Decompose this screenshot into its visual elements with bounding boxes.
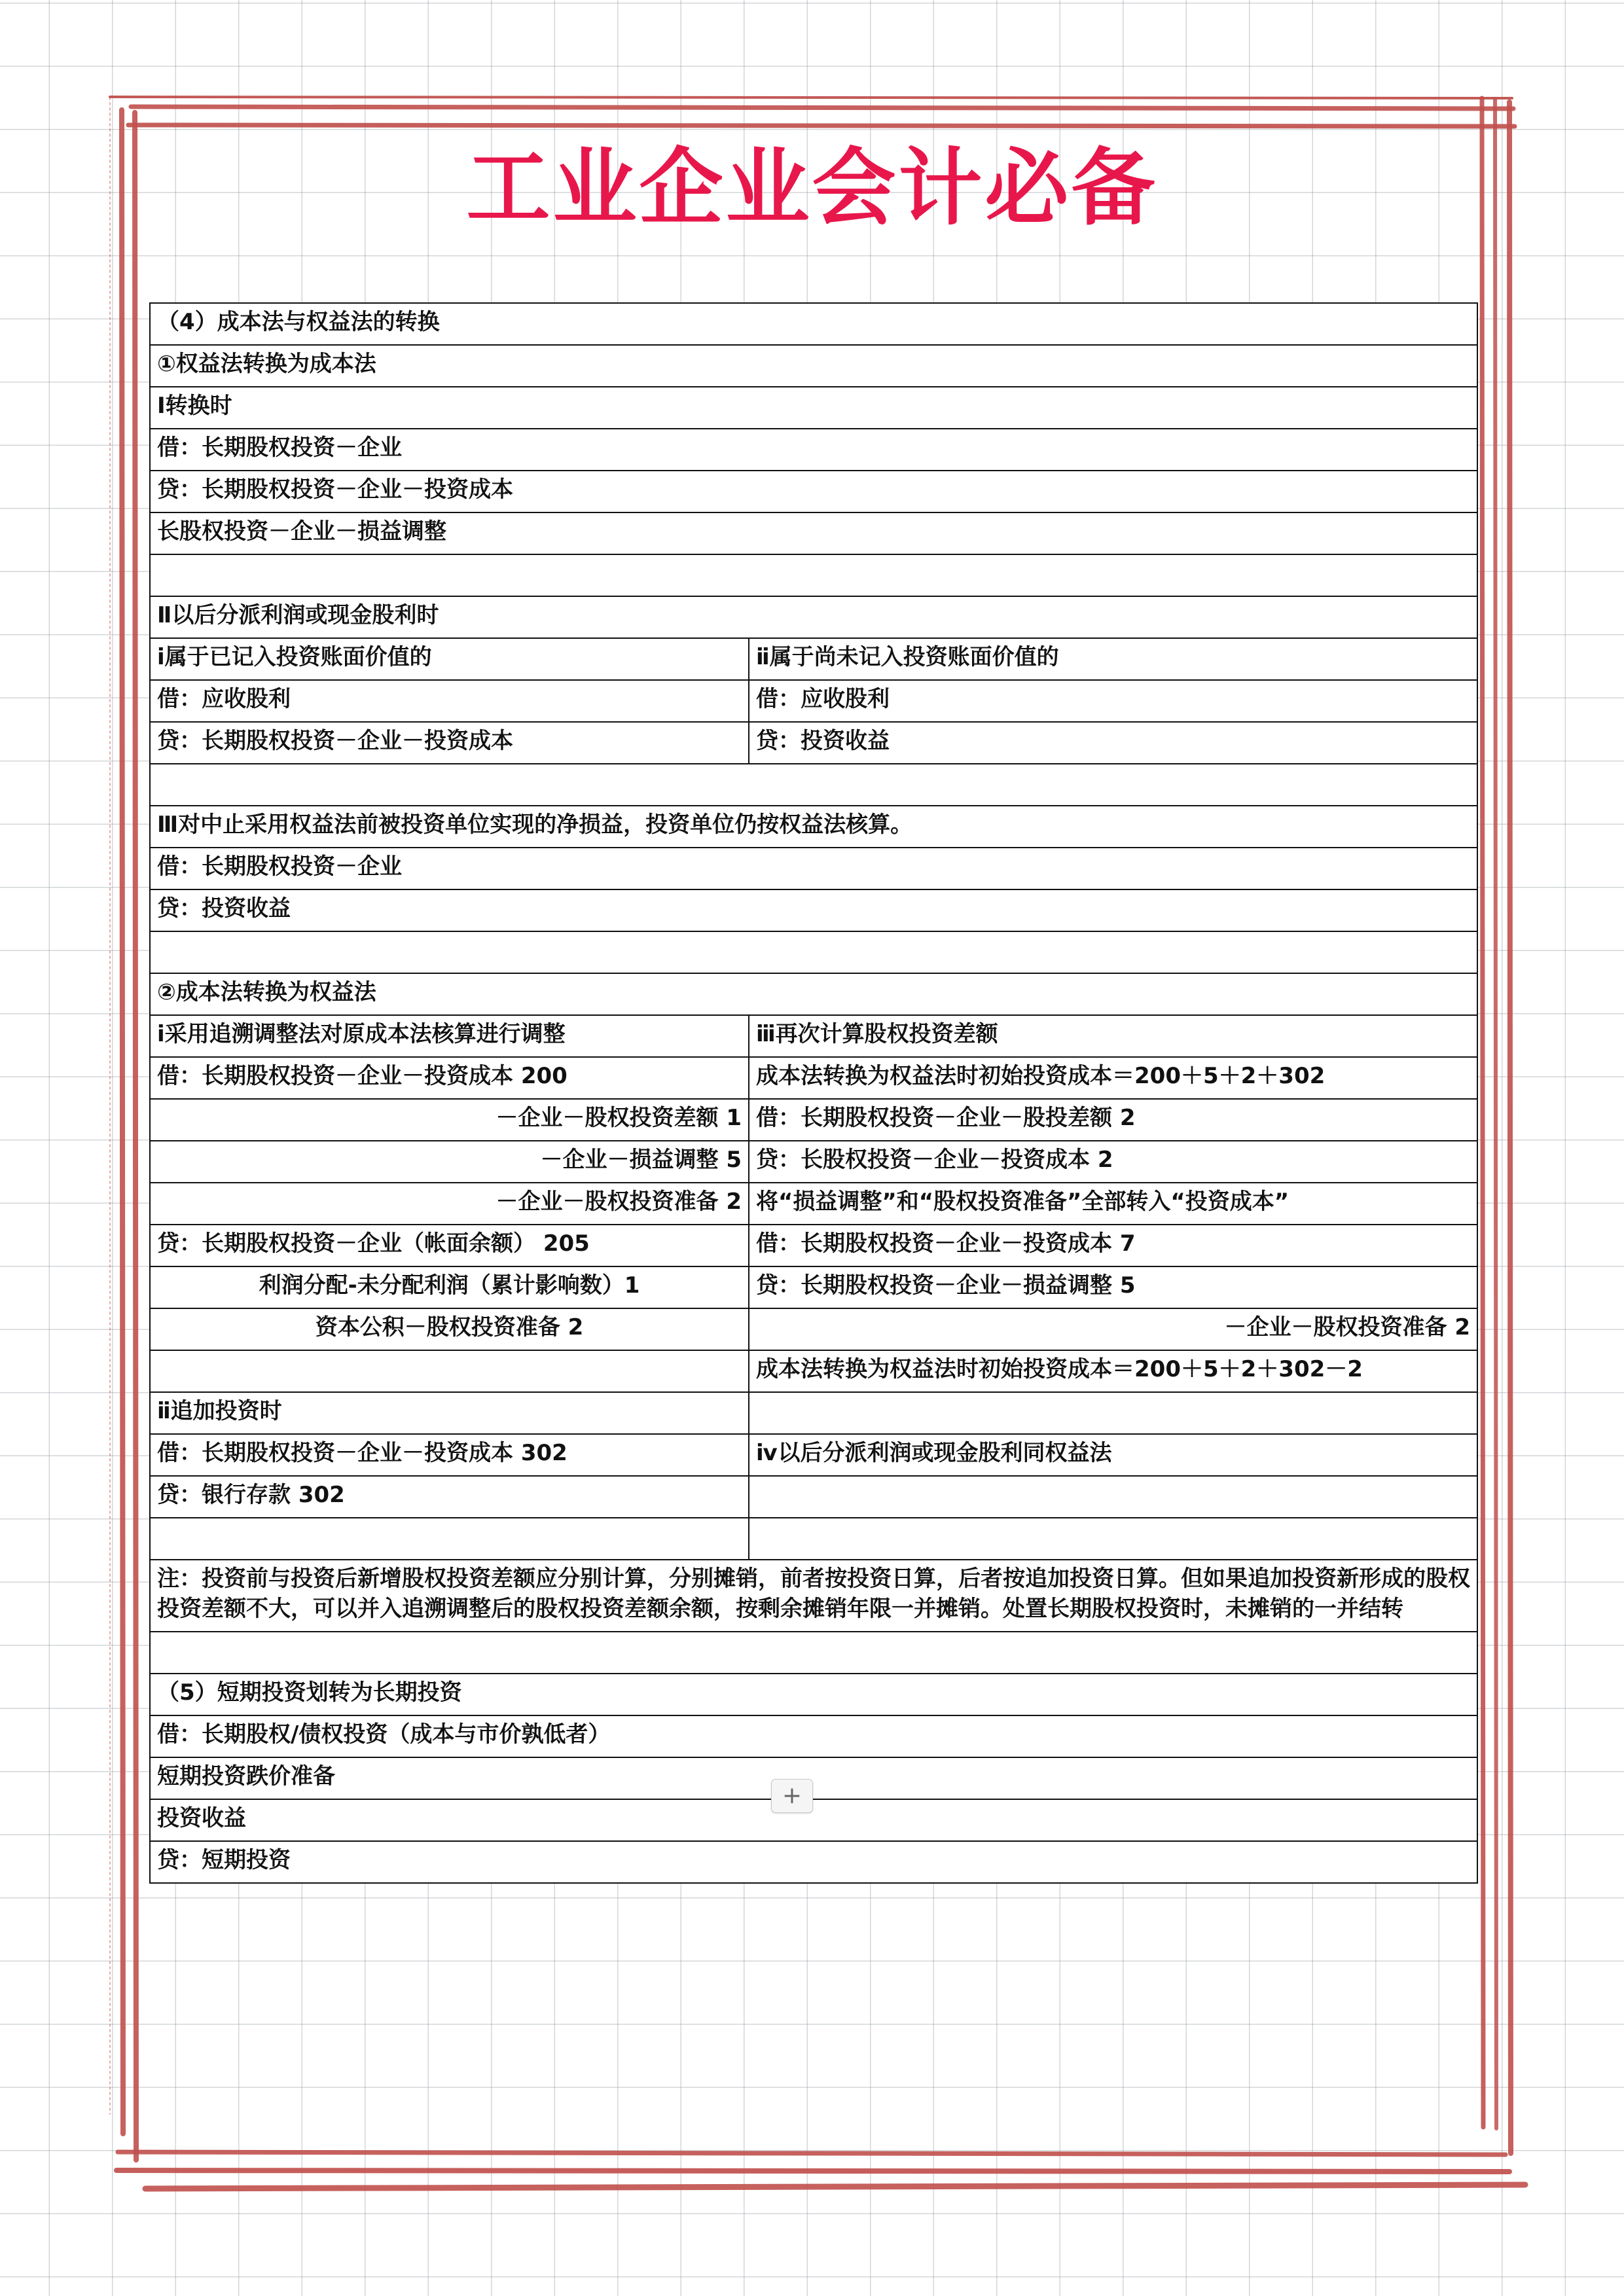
spacer-cell [150, 1518, 749, 1560]
table-row [150, 1799, 1477, 1841]
table-row [150, 1225, 1477, 1266]
table-row [150, 1266, 1477, 1308]
table-row [150, 596, 1477, 638]
table-row [150, 680, 1477, 722]
table-row [150, 1715, 1477, 1757]
entry-line: 贷：投资收益 [150, 889, 1477, 931]
table-row [150, 303, 1477, 345]
entry-line: 借：长期股权投资－企业 [150, 848, 1477, 889]
subsection-ii-heading: ⅱ追加投资时 [150, 1392, 749, 1434]
page-title [0, 136, 1624, 241]
transfer-note: 将“损益调整”和“股权投资准备”全部转入“投资成本” [749, 1183, 1477, 1225]
table-row [150, 429, 1477, 471]
table-row [150, 554, 1477, 596]
table-row [150, 1015, 1477, 1057]
spacer-cell [749, 1476, 1477, 1518]
entry-line: 借：长期股权/债权投资（成本与市价孰低者） [150, 1715, 1477, 1757]
entry-line: －企业－股权投资准备 2 [749, 1308, 1477, 1350]
table-row [150, 1476, 1477, 1518]
entry-line: 借：应收股利 [150, 680, 749, 722]
entry-line: 短期投资跌价准备 [150, 1757, 1477, 1799]
spacer-row [150, 1632, 1477, 1674]
spacer-cell [749, 1518, 1477, 1560]
table-row [150, 387, 1477, 429]
table-row [150, 638, 1477, 680]
section-4-1-II-heading: Ⅱ以后分派利润或现金股利时 [150, 596, 1477, 638]
entry-line: 利润分配-未分配利润（累计影响数）1 [150, 1266, 749, 1308]
entry-line: 借：长期股权投资－企业－股投差额 2 [749, 1099, 1477, 1141]
table-row [150, 722, 1477, 764]
spacer-row [150, 764, 1477, 806]
table-row [150, 1841, 1477, 1883]
table-row [150, 1757, 1477, 1799]
spacer-row [150, 554, 1477, 596]
subsection-ii-heading: ⅱ属于尚未记入投资账面价值的 [749, 638, 1477, 680]
plus-icon: + [782, 1782, 803, 1809]
section-4-1-heading: ①权益法转换为成本法 [150, 345, 1477, 387]
entry-line: 贷：长期股权投资－企业（帐面余额） 205 [150, 1225, 749, 1266]
entry-line: －企业－股权投资差额 1 [150, 1099, 749, 1141]
spacer-cell [150, 1350, 749, 1392]
section-4-heading: （4）成本法与权益法的转换 [150, 303, 1477, 345]
table-row [150, 1560, 1477, 1632]
section-4-2-heading: ②成本法转换为权益法 [150, 973, 1477, 1015]
entry-line: 贷：投资收益 [749, 722, 1477, 764]
note-paragraph: 注：投资前与投资后新增股权投资差额应分别计算，分别摊销，前者按投资日算，后者按追加投资日算。但如果追加投资新形成的股权投资差额不大，可以并入追溯调整后的股权投资差额余额，按剩余摊销年限一并摊销。处置长期股权投资时，未摊销的一并结转 [150, 1560, 1477, 1632]
entry-line: 借：长期股权投资－企业－投资成本 200 [150, 1057, 749, 1099]
accounting-notes-table [149, 302, 1478, 1884]
entry-line: 长股权投资－企业－损益调整 [150, 512, 1477, 554]
table-row [150, 764, 1477, 806]
table-row [150, 512, 1477, 554]
spacer-cell [749, 1392, 1477, 1434]
entry-line: 贷：长期股权投资－企业－投资成本 [150, 722, 749, 764]
spacer-row [150, 931, 1477, 973]
table-row [150, 931, 1477, 973]
table-row [150, 1308, 1477, 1350]
calc-line: 成本法转换为权益法时初始投资成本＝200＋5＋2＋302 [749, 1057, 1477, 1099]
section-5-heading: （5）短期投资划转为长期投资 [150, 1674, 1477, 1715]
entry-line: 借：应收股利 [749, 680, 1477, 722]
table-row [150, 1392, 1477, 1434]
entry-line: 借：长期股权投资－企业 [150, 429, 1477, 471]
table-row [150, 1141, 1477, 1183]
calc-line: 成本法转换为权益法时初始投资成本＝200＋5＋2＋302－2 [749, 1350, 1477, 1392]
entry-line: 贷：长期股权投资－企业－损益调整 5 [749, 1266, 1477, 1308]
table-row [150, 1434, 1477, 1476]
add-row-button[interactable] [771, 1779, 813, 1813]
table-row [150, 345, 1477, 387]
page-title-text: 工业企业会计必备 [466, 139, 1158, 237]
subsection-iv-heading: ⅳ以后分派利润或现金股利同权益法 [749, 1434, 1477, 1476]
table-row [150, 1674, 1477, 1715]
table-row [150, 889, 1477, 931]
entry-line: 贷：短期投资 [150, 1841, 1477, 1883]
table-row [150, 1099, 1477, 1141]
table-row [150, 471, 1477, 512]
table-row [150, 1632, 1477, 1674]
entry-line: 资本公积－股权投资准备 2 [150, 1308, 749, 1350]
section-4-1-I-heading: Ⅰ转换时 [150, 387, 1477, 429]
table-row [150, 973, 1477, 1015]
subsection-i-heading: ⅰ采用追溯调整法对原成本法核算进行调整 [150, 1015, 749, 1057]
entry-line: 贷：长期股权投资－企业－投资成本 [150, 471, 1477, 512]
table-row [150, 848, 1477, 889]
subsection-iii-heading: ⅲ再次计算股权投资差额 [749, 1015, 1477, 1057]
section-4-1-III-heading: Ⅲ对中止采用权益法前被投资单位实现的净损益，投资单位仍按权益法核算。 [150, 806, 1477, 848]
table-row [150, 1057, 1477, 1099]
entry-line: －企业－损益调整 5 [150, 1141, 749, 1183]
entry-line: 借：长期股权投资－企业－投资成本 302 [150, 1434, 749, 1476]
entry-line: 贷：银行存款 302 [150, 1476, 749, 1518]
entry-line: －企业－股权投资准备 2 [150, 1183, 749, 1225]
subsection-i-heading: ⅰ属于已记入投资账面价值的 [150, 638, 749, 680]
table-row [150, 1518, 1477, 1560]
table-row [150, 806, 1477, 848]
entry-line: 借：长期股权投资－企业－投资成本 7 [749, 1225, 1477, 1266]
entry-line: 投资收益 [150, 1799, 1477, 1841]
table-row [150, 1350, 1477, 1392]
table-row [150, 1183, 1477, 1225]
entry-line: 贷：长股权投资－企业－投资成本 2 [749, 1141, 1477, 1183]
